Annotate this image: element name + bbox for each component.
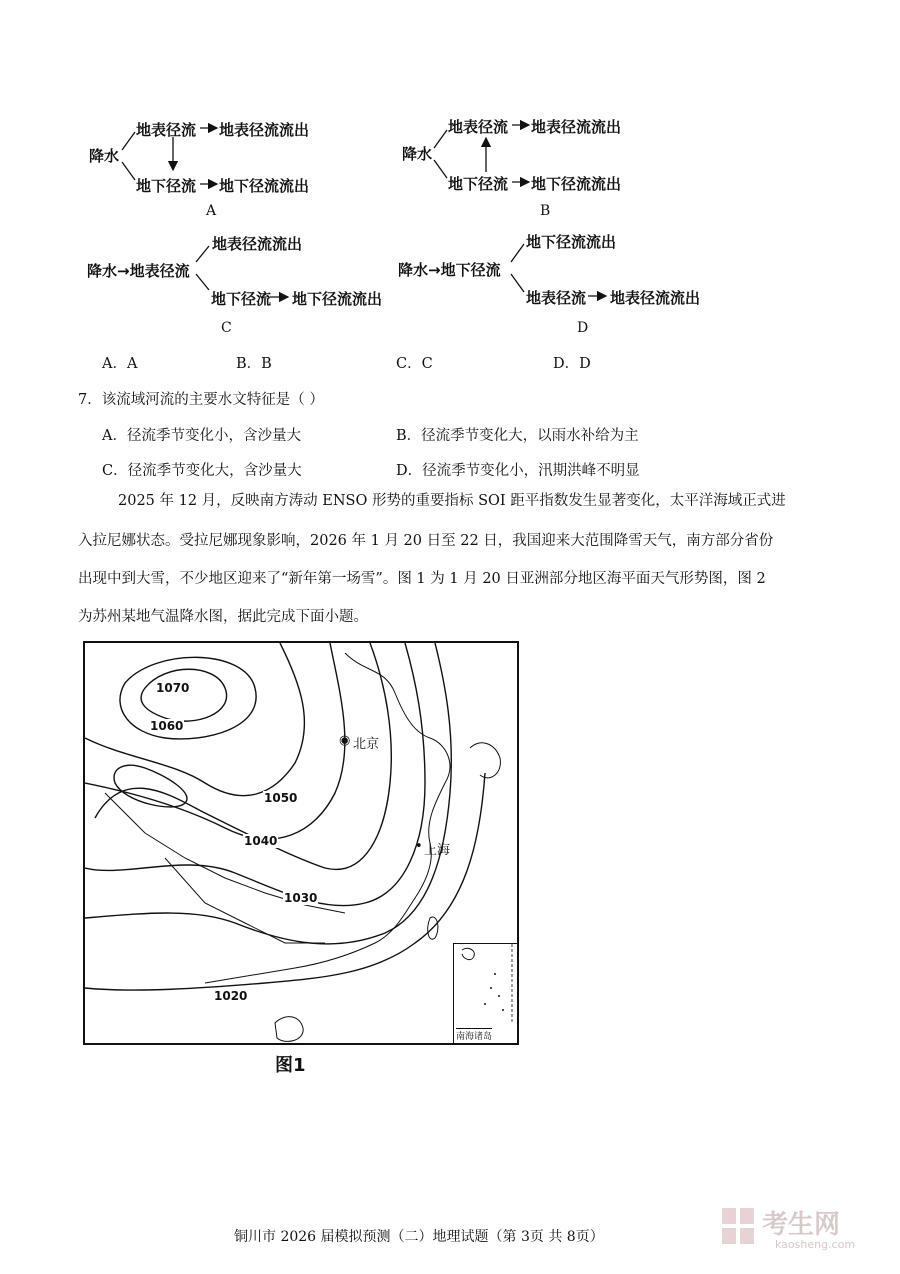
diagram-d-ground-out: 地下径流流出 — [526, 233, 617, 251]
diagram-c-ground-out: 地下径流流出 — [292, 290, 383, 308]
watermark-logo-mark — [720, 1206, 756, 1246]
q7-option-a: A．径流季节变化小，含沙量大 — [102, 428, 301, 444]
diagram-d-surface-out: 地表径流流出 — [610, 289, 701, 307]
diagram-c-ground: 地下径流 — [211, 290, 272, 308]
city-shanghai-marker: • — [415, 839, 423, 854]
isobar-label-1060: 1060 — [150, 719, 184, 733]
q6-option-d: D．D — [553, 356, 591, 372]
city-beijing-label: 北京 — [353, 737, 380, 752]
isobar-label-1020: 1020 — [214, 989, 248, 1003]
diagram-c-surface-out: 地表径流流出 — [212, 235, 303, 253]
figure-1-caption: 图1 — [275, 1055, 306, 1076]
q6-option-b: B．B — [236, 356, 272, 372]
city-beijing-marker: ◉ — [339, 733, 351, 748]
isobar-label-1030: 1030 — [284, 891, 318, 905]
diagram-b-precip: 降水 — [402, 145, 433, 163]
diagram-a-label: A — [206, 203, 217, 219]
diagram-a-surface: 地表径流 — [136, 121, 197, 139]
q7-option-b: B．径流季节变化大，以雨水补给为主 — [396, 428, 639, 444]
diagram-d-surface: 地表径流 — [526, 289, 587, 307]
diagram-d-chain: 降水→地下径流 — [398, 261, 501, 279]
watermark-logo-text: 考生网 — [762, 1210, 841, 1240]
q7-option-c: C．径流季节变化大，含沙量大 — [102, 463, 302, 479]
sea-level-weather-map — [83, 641, 519, 1045]
city-shanghai-label: 上海 — [424, 843, 451, 858]
watermark-icon — [720, 1206, 756, 1246]
inset-drawing — [454, 944, 518, 1024]
q7-option-d: D．径流季节变化小，汛期洪峰不明显 — [396, 463, 640, 479]
q6-option-c: C．C — [396, 356, 433, 372]
diagram-c-label: C — [221, 320, 232, 336]
isobar-label-1070: 1070 — [156, 681, 190, 695]
passage-line-1: 2025 年 12 月，反映南方涛动 ENSO 形势的重要指标 SOI 距平指数发生显著变化，太平洋海域正式进 — [118, 493, 786, 509]
diagram-a-precip: 降水 — [89, 147, 120, 165]
q7-stem: 7．该流域河流的主要水文特征是（ ） — [78, 392, 324, 408]
inset-label: 南海诸岛 — [456, 1028, 492, 1042]
diagram-b-ground-out: 地下径流流出 — [531, 175, 622, 193]
diagram-b-label: B — [540, 203, 551, 219]
diagram-a-surface-out: 地表径流流出 — [219, 121, 310, 139]
isobar-label-1050: 1050 — [264, 791, 298, 805]
diagram-c-chain: 降水→地表径流 — [87, 262, 190, 280]
diagram-b-surface: 地表径流 — [448, 118, 509, 136]
diagram-b-ground: 地下径流 — [448, 175, 509, 193]
watermark-domain: kaosheng.com — [775, 1238, 856, 1251]
isobar-label-1040: 1040 — [244, 834, 278, 848]
diagram-b-surface-out: 地表径流流出 — [531, 118, 622, 136]
diagram-a-ground: 地下径流 — [136, 177, 197, 195]
passage-line-3: 出现中到大雪，不少地区迎来了“新年第一场雪”。图 1 为 1 月 20 日亚洲部分地区海平面天气形势图，图 2 — [78, 571, 766, 587]
passage-line-2: 入拉尼娜状态。受拉尼娜现象影响，2026 年 1 月 20 日至 22 日，我国迎来大范围降雪天气，南方部分省份 — [78, 533, 774, 549]
south-china-sea-inset — [453, 943, 519, 1045]
passage-line-4: 为苏州某地气温降水图，据此完成下面小题。 — [78, 609, 368, 625]
diagram-d-label: D — [577, 320, 589, 336]
page-footer: 铜川市 2026 届模拟预测（二）地理试题（第 3页 共 8页） — [234, 1229, 604, 1245]
q6-option-a: A．A — [102, 356, 138, 372]
diagram-a-ground-out: 地下径流流出 — [219, 177, 310, 195]
